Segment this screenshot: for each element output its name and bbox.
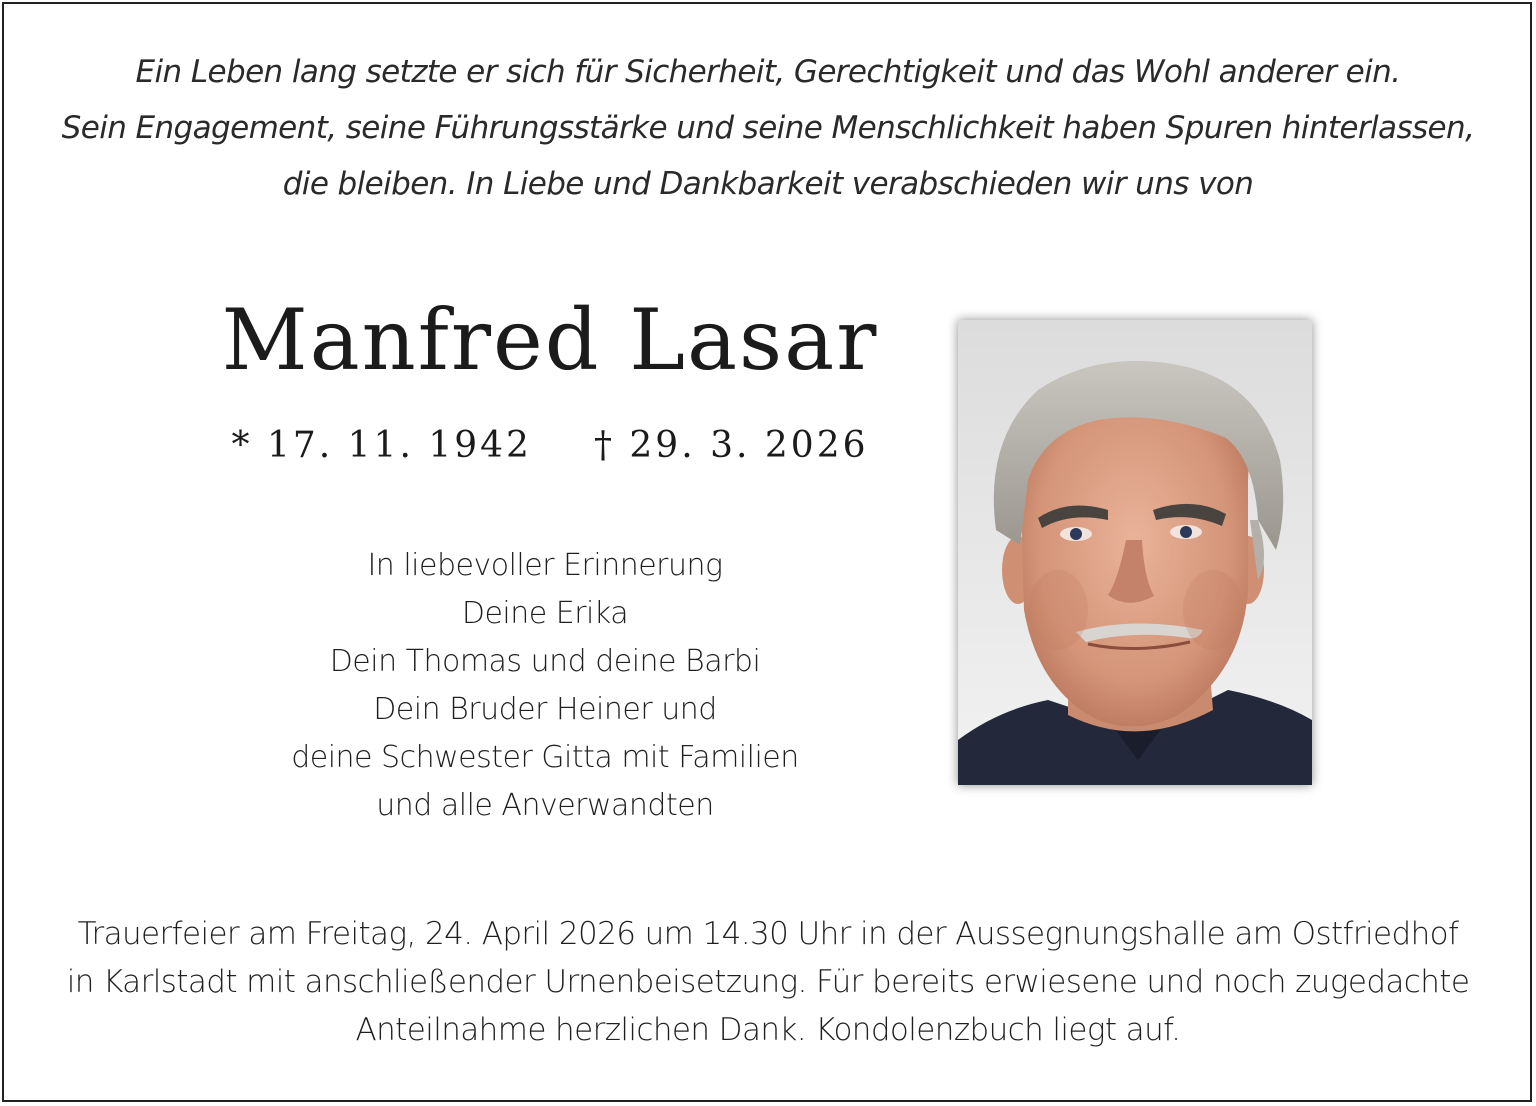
portrait-photo [958, 320, 1312, 785]
ceremony-line: Anteilnahme herzlichen Dank. Kondolenzbuch liegt auf. [355, 1012, 1181, 1048]
death-date: † 29. 3. 2026 [593, 425, 869, 466]
intro-text [0, 44, 1536, 212]
intro-line: Sein Engagement, seine Führungsstärke und seine Menschlichkeit haben Spuren hinterlassen, [61, 110, 1475, 146]
mourner-line: Deine Erika [461, 596, 629, 631]
birth-date: * 17. 11. 1942 [231, 425, 532, 466]
mourners-list [190, 542, 900, 830]
portrait-photo-icon [958, 320, 1312, 785]
mourner-line: Dein Thomas und deine Barbi [329, 644, 761, 679]
ceremony-line: in Karlstadt mit anschließender Urnenbeisetzung. Für bereits erwiesene und noch zugedachte [66, 964, 1470, 1000]
mourner-line: Dein Bruder Heiner und [373, 692, 717, 727]
deceased-name: Manfred Lasar [221, 291, 879, 389]
mourner-line: In liebevoller Erinnerung [367, 548, 723, 583]
ceremony-info [0, 910, 1536, 1054]
mourner-line: und alle Anverwandten [376, 788, 714, 823]
ceremony-line: Trauerfeier am Freitag, 24. April 2026 um 14.30 Uhr in der Aussegnungshalle am Ostfriedhof [77, 916, 1459, 952]
mourner-line: deine Schwester Gitta mit Familien [291, 740, 799, 775]
intro-line: Ein Leben lang setzte er sich für Sicherheit, Gerechtigkeit und das Wohl anderer ein. [135, 54, 1401, 90]
intro-line: die bleiben. In Liebe und Dankbarkeit verabschieden wir uns von [282, 166, 1254, 202]
life-dates [190, 418, 910, 474]
